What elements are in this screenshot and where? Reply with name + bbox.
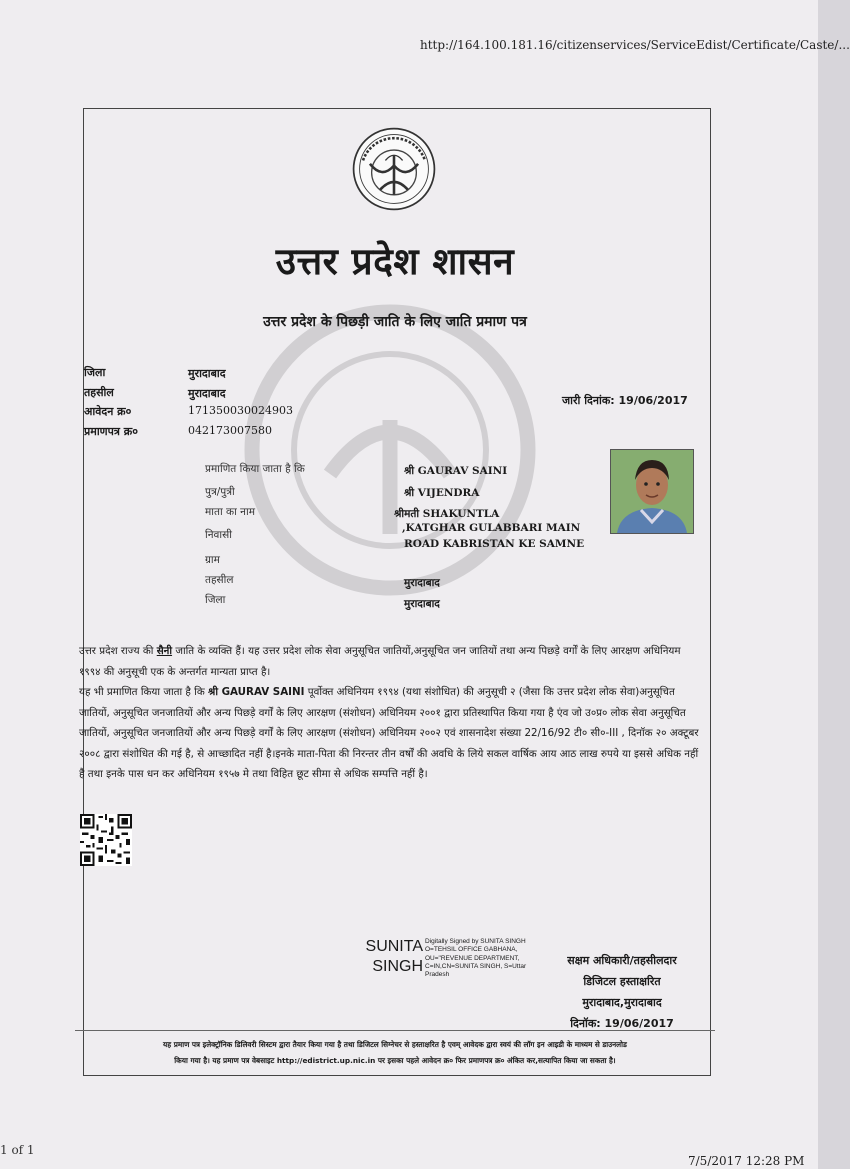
authority-location: मुरादाबाद,मुरादाबाद (582, 996, 662, 1009)
certificate-body (79, 641, 704, 785)
caste-paragraph (79, 641, 704, 682)
scan-edge (818, 0, 850, 1169)
signature-last-name: SINGH (372, 958, 423, 975)
resident-label: निवासी (205, 529, 232, 541)
authority-designation: सक्षम अधिकारी/तहसीलदार (567, 954, 677, 967)
caste-text-prefix: उत्तर प्रदेश राज्य की (79, 645, 157, 657)
digital-signature-details: Digitally Signed by SUNITA SINGH O=TEHSIL OFFICE GABHANA, OU="REVENUE DEPARTMENT, C=IN,CN=SUNITA SINGH, S=Uttar Pradesh (425, 938, 527, 979)
certified-label: प्रमाणित किया जाता है कि (205, 463, 305, 475)
caste-text-suffix: जाति के व्यक्ति हैं। यह उत्तर प्रदेश लोक सेवा अनुसूचित जातियों,अनुसूचित जन जातियों तथा अन्य पिछड़े वर्गों के लिए आरक्षण अधिनियम १९९४ की अनुसूची एक के अन्तर्गत मान्यता प्राप्त है। (79, 645, 681, 678)
signature-first-name: SUNITA (365, 938, 423, 955)
village-label: ग्राम (205, 554, 220, 566)
certificate-subtitle: उत्तर प्रदेश के पिछड़ी जाति के लिए जाति प्रमाण पत्र (263, 314, 527, 330)
cert-text-suffix: पूर्वोक्त अधिनियम १९९४ (यथा संशोधित) की अनुसूची २ (जैसा कि उत्तर प्रदेश लोक सेवा)अनुसूचित जातियों, अनुसूचित जनजातियों और अन्य पिछड़े वर्गों के लिए आरक्षण (संशोधन) अधिनियम २००१ द्वारा प्रतिस्थापित किया गया है एंव जो उ०प्र० लोक सेवा अनुसूचित जातियों, अनुसूचित जनजातियों और अन्य पिछड़े वर्गों के लिए आरक्षण (संशोधन) अधिनियम २००२ एवं शासनादेश संख्या 22/16/92 टी० सी०-III , दिनॉक २० अक्टूबर २००८ द्वारा संशोधित की गई है, से आच्छादित नहीं है।इनके माता-पिता की निरन्तर तीन वर्षों की अवधि के लिये सकल वार्षिक आय आठ लाख रुपये या इससे अधिक नहीं है तथा इनके पास धन कर अधिनियम १९५७ मे तथा विहित छूट सीमा से अधिक सम्पत्ति नहीं है। (79, 686, 699, 780)
print-url: http://164.100.181.16/citizenservices/ServiceEdist/Certificate/Caste/... (420, 38, 850, 52)
footer-divider (75, 1030, 715, 1031)
authority-digital-signed: डिजिटल हस्ताक्षरित (583, 975, 661, 988)
district-label: जिला (84, 366, 106, 379)
caste-name: सैनी (156, 645, 173, 657)
applicant-photo (610, 449, 694, 534)
resident-address-line2: ROAD KABRISTAN KE SAMNE (404, 538, 585, 550)
authority-date: दिनॉक: 19/06/2017 (570, 1017, 674, 1030)
page-indicator: 1 of 1 (0, 1143, 35, 1157)
qr-code-icon[interactable] (80, 814, 132, 866)
page-title: उत्तर प्रदेश शासन (275, 240, 515, 283)
person-district-value: मुरादाबाद (404, 598, 440, 610)
certificate-number: 042173007580 (188, 424, 272, 437)
tehsil-label: तहसील (84, 386, 114, 399)
cert-text-prefix: यह भी प्रमाणित किया जाता है कि (79, 686, 209, 698)
mother-label: माता का नाम (205, 506, 255, 518)
watermark-emblem-icon (240, 300, 540, 600)
son-label: पुत्र/पुत्री (205, 486, 235, 498)
certificate-label: प्रमाणपत्र क्र० (84, 425, 138, 438)
district-value: मुरादाबाद (188, 367, 226, 380)
mother-name: श्रीमती SHAKUNTLA (394, 508, 500, 520)
footer-line-1: यह प्रमाण पत्र इलेक्ट्रॉनिक डिलिवरी सिस्टम द्वारा तैयार किया गया है तथा डिजिटल सिग्नेचर से हस्ताक्षरित है एवम् आवेदक द्वारा स्वयं की लॉग इन आइडी के माध्यम से डाउनलोड (163, 1040, 627, 1049)
footer-line-2: किया गया है। यह प्रमाण पत्र वेबसाइट http://edistrict.up.nic.in पर इसका पहले आवेदन क्र० फिर प्रमाणपत्र क्र० अंकित कर,सत्यापित किया जा सकता है। (174, 1056, 616, 1065)
signing-authority (542, 950, 702, 1034)
digital-signature-name (360, 937, 423, 977)
person-district-label: जिला (205, 594, 226, 606)
applicant-name: श्री GAURAV SAINI (404, 465, 508, 477)
person-tehsil-value: मुरादाबाद (404, 577, 440, 589)
print-datetime: 7/5/2017 12:28 PM (688, 1154, 805, 1168)
up-emblem-seal-icon (351, 126, 437, 212)
cert-applicant-name: श्री GAURAV SAINI (208, 686, 305, 698)
father-name: श्री VIJENDRA (404, 487, 480, 499)
person-tehsil-label: तहसील (205, 574, 234, 586)
certification-paragraph (79, 682, 704, 785)
resident-address-line1: ,KATGHAR GULABBARI MAIN (402, 522, 581, 534)
tehsil-value: मुरादाबाद (188, 387, 226, 400)
application-label: आवेदन क्र० (84, 405, 132, 418)
issue-date: जारी दिनांक: 19/06/2017 (562, 394, 688, 407)
application-number: 171350030024903 (188, 404, 293, 417)
verification-footer (75, 1037, 715, 1069)
